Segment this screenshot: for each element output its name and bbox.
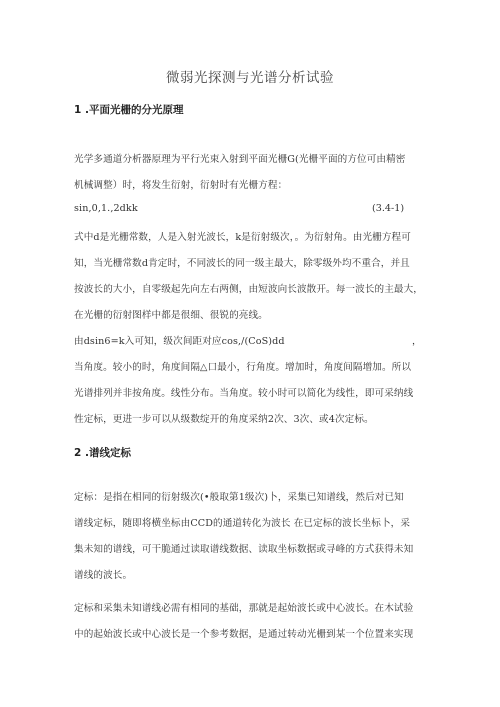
paragraph-line: 式中d是光栅常数，人是入射光波长，k是衍射级次，。为衍射角。由光栅方程可: [74, 232, 411, 243]
paragraph-line: 谱线定标，随即将横坐标由CCD的通道转化为波长 在已定标的波长坐标卜，采: [74, 518, 411, 529]
equation-text: sin,0,1.,2dkk: [74, 203, 138, 214]
paragraph-line: 知，当光栅常数d肯定时，不同波长的同一级主最大，除零级外均不重合，并且: [74, 258, 410, 269]
paragraph-line: 在光栅的衍射图样中都是很细、很锐的亮线。: [74, 310, 268, 321]
paragraph-line: 按波长的大小，自零级起先向左右两侧，由短波向长波散开。每一波长的主最大，: [74, 284, 423, 295]
paragraph-line: 定标和采集未知谱线必需有相同的基础，那就是起始波长或中心波长。在木试验: [74, 603, 414, 614]
document-title: 微弱光探测与光谱分析试验: [166, 70, 334, 86]
paragraph-line: 性定标，更进一步可以从级数绽开的角度采纳2次、3次、或4次定标。: [74, 414, 374, 425]
paragraph-line: 机械调整）时，将发生衍射，衍射时有光栅方程：: [74, 180, 288, 191]
paragraph-line: 中的起始波长或中心波长是一个参考数据，是通过转动光栅到某一个位置来实现: [74, 629, 414, 640]
paragraph-line: 当角度。较小的时，角度间隔△口最小，行角度。增加时，角度间隔增加。所以: [74, 362, 412, 373]
paragraph-line: 定标：是指在相同的衍射级次(•般取第1级次)卜，采集已知谱线，然后对已知: [74, 492, 404, 503]
section-heading-2: 2 .谱线定标: [74, 447, 131, 459]
section-heading-1: 1 .平面光栅的分光原理: [74, 104, 184, 116]
paragraph-line: 光学多通道分析器原理为平行光束入射到平面光栅G(光栅平面的方位可由精密: [74, 154, 406, 165]
paragraph-line: 由dsin6=k入可知，级次间距对应cos,/(CoS)dd: [74, 336, 285, 347]
paragraph-line: 谱线的波长。: [74, 570, 133, 581]
trailing-punctuation: ，: [412, 336, 422, 347]
paragraph-line: 集未知的谱线，可干脆通过读取谱线数据、读取坐标数据或寻峰的方式获得未知: [74, 544, 414, 555]
equation-number: (3.4-1): [372, 203, 405, 214]
paragraph-line: 光谱排列并非按角度。线性分布。当角度。较小时可以简化为线性，即可采纳线: [74, 388, 414, 399]
